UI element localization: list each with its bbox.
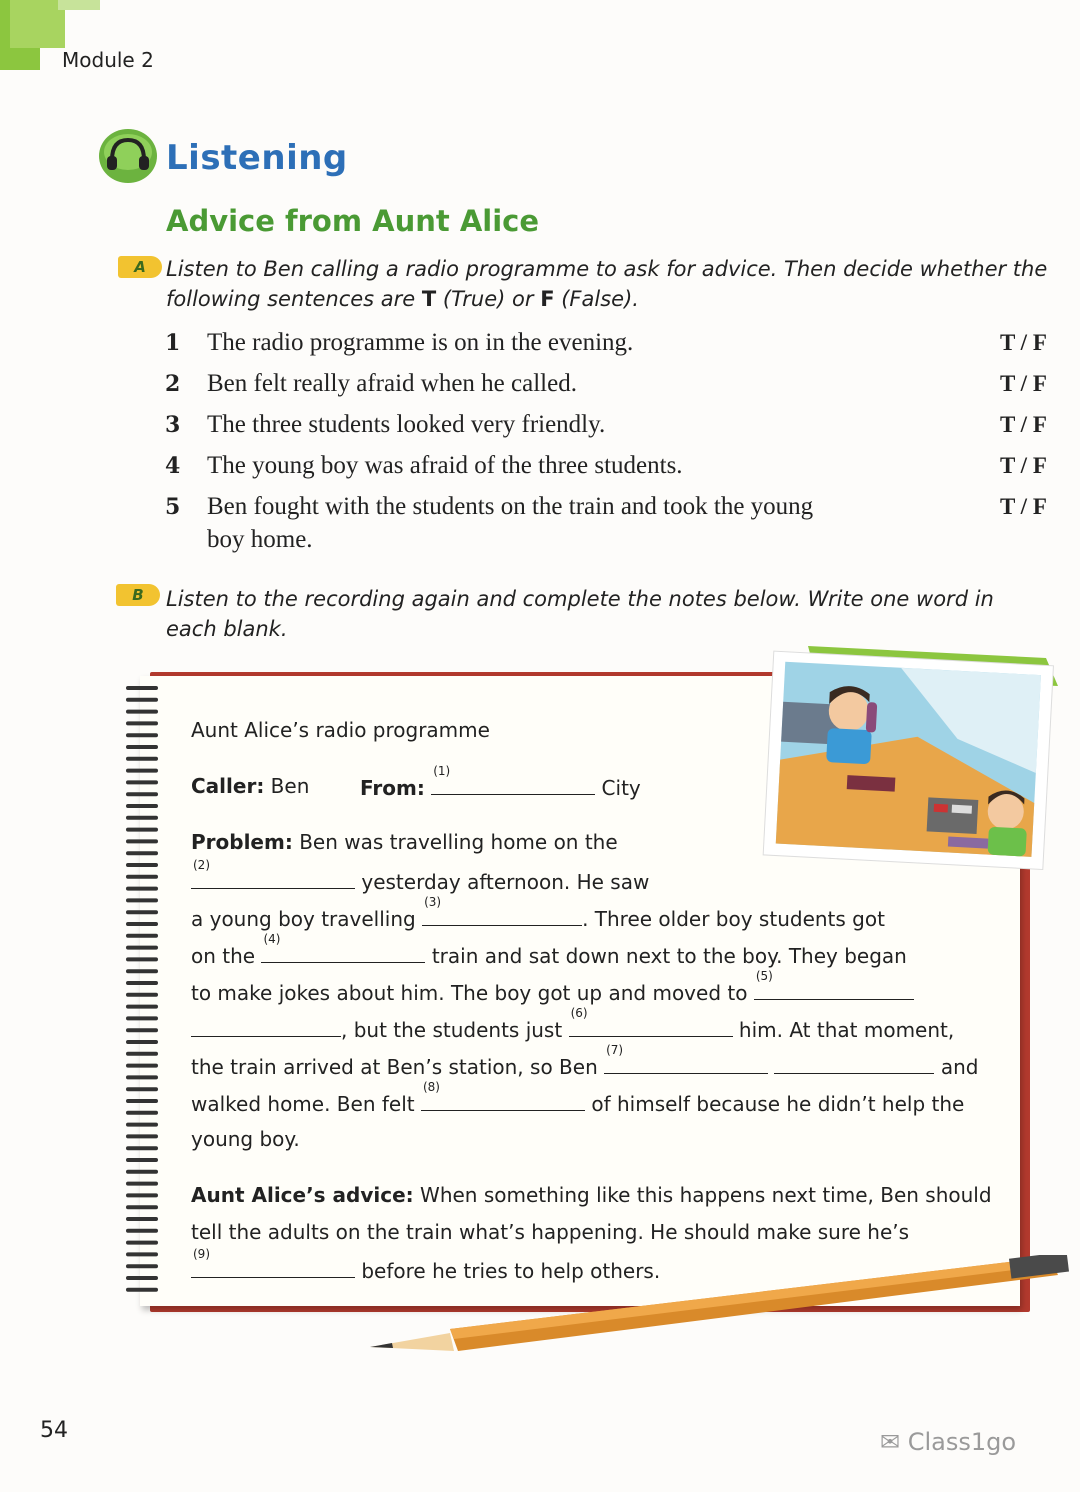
part-b-instruction-line-2: each blank. [166,617,288,641]
blank-8[interactable]: (8) [421,1090,585,1111]
blank-7[interactable]: (7) [604,1053,768,1074]
question-number: 1 [165,330,181,356]
problem-line-8: walked home. Ben felt (8) of himself because he didn’t help the [191,1080,965,1116]
module-label: Module 2 [62,48,154,72]
problem-line-3: a young boy travelling (3) . Three older boy students got [191,895,885,931]
corner-tab-square [10,0,65,48]
pencil-image [370,1255,1075,1355]
problem-line-2: (2) yesterday afternoon. He saw [193,858,650,894]
blank-6[interactable]: (6) [569,1016,733,1037]
corner-tab-square-light [58,0,100,10]
caller-line: Caller: Ben [191,774,310,798]
question-number: 2 [165,371,181,397]
page-number: 54 [40,1418,68,1443]
advice-line-3: (9) before he tries to help others. [193,1247,661,1283]
problem-line-9: young boy. [191,1127,300,1151]
true-false-choice[interactable]: T / F [1000,453,1047,478]
blank-9[interactable]: (9) [191,1257,355,1278]
blank-2[interactable]: (2) [191,868,355,889]
part-a-badge: A [118,256,162,278]
true-false-choice[interactable]: T / F [1000,412,1047,437]
subtitle: Advice from Aunt Alice [166,204,540,238]
part-b-instruction-line-1: Listen to the recording again and complete the notes below. Write one word in [166,587,994,611]
question-number: 4 [165,453,181,479]
blank-7-second-word[interactable] [774,1053,934,1074]
part-a-instruction-line-2: following sentences are T (True) or F (False). [166,287,639,311]
true-false-choice[interactable]: T / F [1000,494,1047,519]
problem-line-1: Problem: Ben was travelling home on the [191,830,618,854]
from-line: From: (1) City [360,764,641,800]
headphones-icon [98,128,158,184]
blank-3[interactable]: (3) [422,905,582,926]
blank-5[interactable]: (5) [754,979,914,1000]
blank-1[interactable]: (1) [431,774,595,795]
advice-line-2: tell the adults on the train what’s happening. He should make sure he’s [191,1220,910,1244]
blank-5-continued[interactable] [191,1016,341,1037]
question-text: The radio programme is on in the evening. [207,329,634,356]
question-text-continued: boy home. [207,526,313,553]
question-number: 5 [165,494,181,520]
problem-line-5: to make jokes about him. The boy got up and moved to (5) [191,979,914,1005]
notebook-spiral [122,680,162,1300]
question-text: Ben felt really afraid when he called. [207,370,577,397]
problem-line-6: , but the students just (6) him. At that moment, [191,1016,954,1042]
question-number: 3 [165,412,181,438]
true-false-choice[interactable]: T / F [1000,371,1047,396]
question-text: Ben fought with the students on the train and took the young [207,493,814,520]
question-text: The young boy was afraid of the three students. [207,452,683,479]
watermark: ✉ Class1go [880,1428,1017,1456]
section-title: Listening [166,138,348,178]
notes-title: Aunt Alice’s radio programme [191,718,490,742]
question-text: The three students looked very friendly. [207,411,606,438]
problem-line-4: on the (4) train and sat down next to the boy. They began [191,932,907,968]
true-false-choice[interactable]: T / F [1000,330,1047,355]
advice-line-1: Aunt Alice’s advice: When something like this happens next time, Ben should [191,1183,992,1207]
part-a-instruction-line-1: Listen to Ben calling a radio programme to ask for advice. Then decide whether the [166,257,1048,281]
problem-line-7: the train arrived at Ben’s station, so Ben (7) and [191,1043,979,1079]
blank-4[interactable]: (4) [261,942,425,963]
wechat-icon: ✉ [880,1428,901,1456]
radio-studio-illustration [746,646,1058,878]
part-b-badge: B [116,584,160,606]
